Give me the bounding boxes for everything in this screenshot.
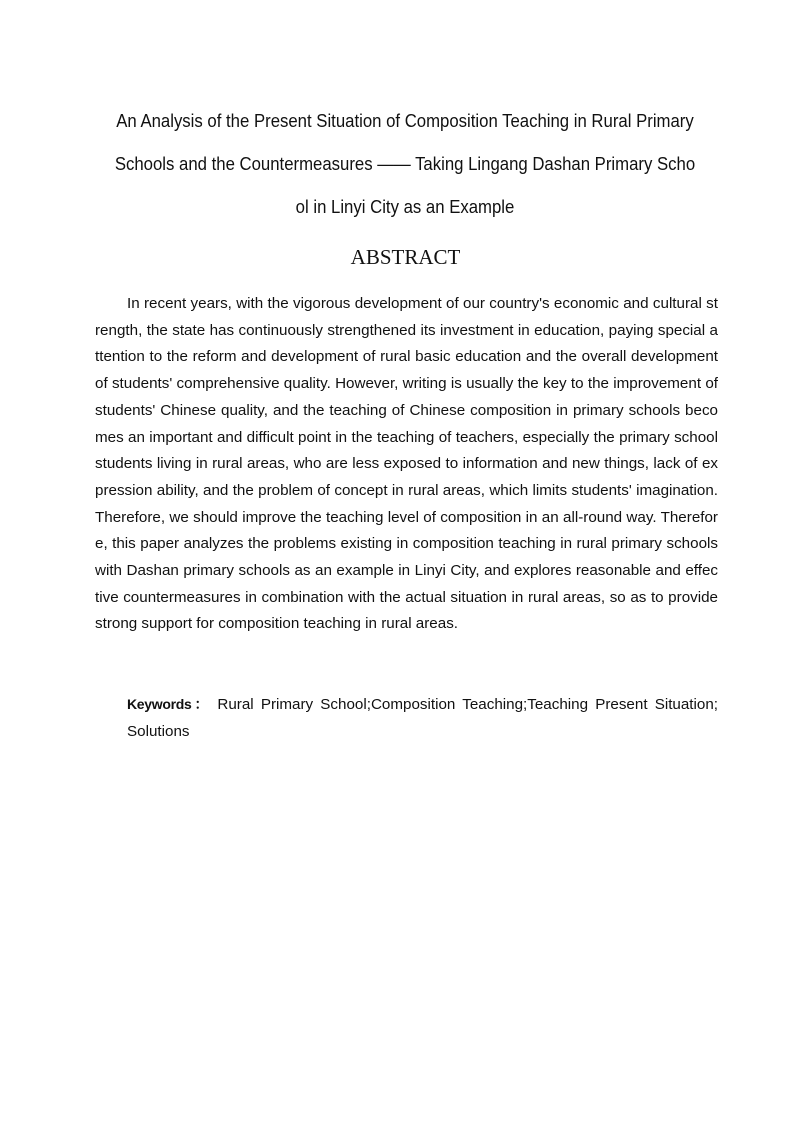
keywords-label: Keywords (127, 696, 192, 712)
keywords-section (127, 691, 718, 745)
abstract-body: In recent years, with the vigorous development of our country's economic and cultural strength, the state has continuously strengthened its investment in education, paying special attention to the reform and development of rural basic education and the overall development of students' comprehensive quality. However, writing is usually the key to the improvement of students' Chinese quality, and the teaching of Chinese composition in primary schools becomes an important and difficult point in the teaching of teachers, especially the primary school students living in rural areas, who are less exposed to information and new things, lack of expression ability, and the problem of concept in rural areas, which limits students' imagination. Therefore, we should improve the teaching level of composition in an all-round way. Therefore, this paper analyzes the problems existing in composition teaching in rural primary schools with Dashan primary schools as an example in Linyi City, and explores reasonable and effective countermeasures in combination with the actual situation in rural areas, so as to provide strong support for composition teaching in rural areas. (95, 295, 718, 633)
keywords-separator: ： (191, 696, 212, 712)
keywords-text: Rural Primary School;Composition Teaching;Teaching Present Situation; Solutions (127, 696, 719, 740)
abstract-heading: ABSTRACT (350, 245, 461, 269)
document-title: An Analysis of the Present Situation of Composition Teaching in Rural Primary Schools and the Countermeasures —— Taking Lingang Dashan Primary School in Linyi City as an Example (114, 111, 696, 217)
